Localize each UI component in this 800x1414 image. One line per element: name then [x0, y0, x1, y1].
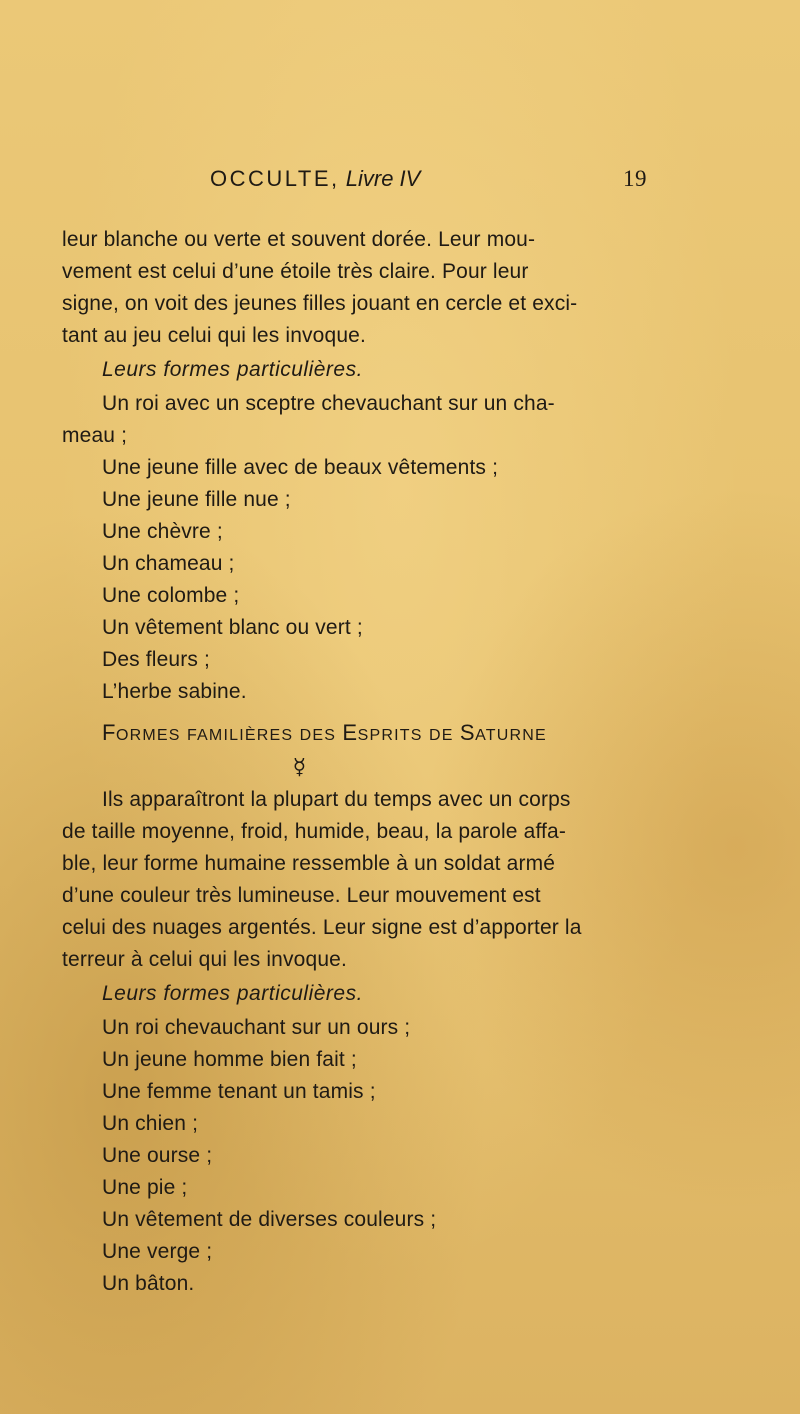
heading-word: ATURNE	[475, 727, 547, 744]
section-heading	[62, 712, 622, 754]
paragraph-line: tant au jeu celui qui les invoque.	[62, 324, 366, 347]
running-head	[180, 163, 680, 195]
form-item: Un roi avec un sceptre chevauchant sur un cha-	[102, 392, 555, 415]
heading-word: SPRITS	[357, 727, 423, 744]
forms-subheading: Leurs formes particulières.	[102, 358, 363, 381]
running-head-title-text: OCCULTE	[210, 166, 331, 191]
heading-word: FAMILIÈRES	[186, 727, 294, 744]
form-item: Un chien ;	[102, 1112, 199, 1135]
paragraph-line: d’une couleur très lumineuse. Leur mouvement est	[62, 884, 541, 907]
form-item: Un vêtement blanc ou vert ;	[102, 616, 363, 639]
paragraph-line: signe, on voit des jeunes filles jouant en cercle et exci-	[62, 292, 578, 315]
heading-word: DES	[299, 727, 337, 744]
paragraph-line: vement est celui d’une étoile très claire. Pour leur	[62, 260, 529, 283]
heading-word: ORMES	[115, 727, 181, 744]
form-item: Des fleurs ;	[102, 648, 210, 671]
paragraph-line: Ils apparaîtront la plupart du temps avec un corps	[102, 788, 571, 811]
mercury-symbol-icon: ☿	[292, 755, 307, 780]
form-item: Une pie ;	[102, 1176, 188, 1199]
paragraph-line: leur blanche ou verte et souvent dorée. Leur mou-	[62, 228, 536, 251]
form-item: Une ourse ;	[102, 1144, 213, 1167]
form-item: Un vêtement de diverses couleurs ;	[102, 1208, 437, 1231]
form-item: Une jeune fille avec de beaux vêtements ;	[102, 456, 499, 479]
paragraph-line: celui des nuages argentés. Leur signe est d’apporter la	[62, 916, 582, 939]
form-item: Un jeune homme bien fait ;	[102, 1048, 357, 1071]
heading-initial: S	[459, 720, 476, 745]
form-item: Une femme tenant un tamis ;	[102, 1080, 376, 1103]
text-block	[62, 224, 622, 1300]
form-item: Une colombe ;	[102, 584, 240, 607]
form-item: Une jeune fille nue ;	[102, 488, 291, 511]
heading-initial: F	[102, 720, 116, 745]
running-head-book: Livre IV	[345, 166, 421, 191]
running-head-title	[210, 163, 420, 195]
paragraph-line: terreur à celui qui les invoque.	[62, 948, 347, 971]
form-item-continuation: meau ;	[62, 424, 128, 447]
paragraph-line: ble, leur forme humaine ressemble à un soldat armé	[62, 852, 556, 875]
form-item: Un chameau ;	[102, 552, 235, 575]
running-head-comma: ,	[331, 166, 338, 191]
heading-word: DE	[428, 727, 454, 744]
form-item: Une verge ;	[102, 1240, 213, 1263]
heading-initial: E	[342, 720, 358, 745]
form-item: Un bâton.	[102, 1272, 195, 1295]
page-number: 19	[623, 166, 647, 191]
form-item: L’herbe sabine.	[102, 680, 247, 703]
form-item: Une chèvre ;	[102, 520, 223, 543]
paragraph-line: de taille moyenne, froid, humide, beau, la parole affa-	[62, 820, 567, 843]
forms-subheading: Leurs formes particulières.	[102, 982, 363, 1005]
form-item: Un roi chevauchant sur un ours ;	[102, 1016, 411, 1039]
